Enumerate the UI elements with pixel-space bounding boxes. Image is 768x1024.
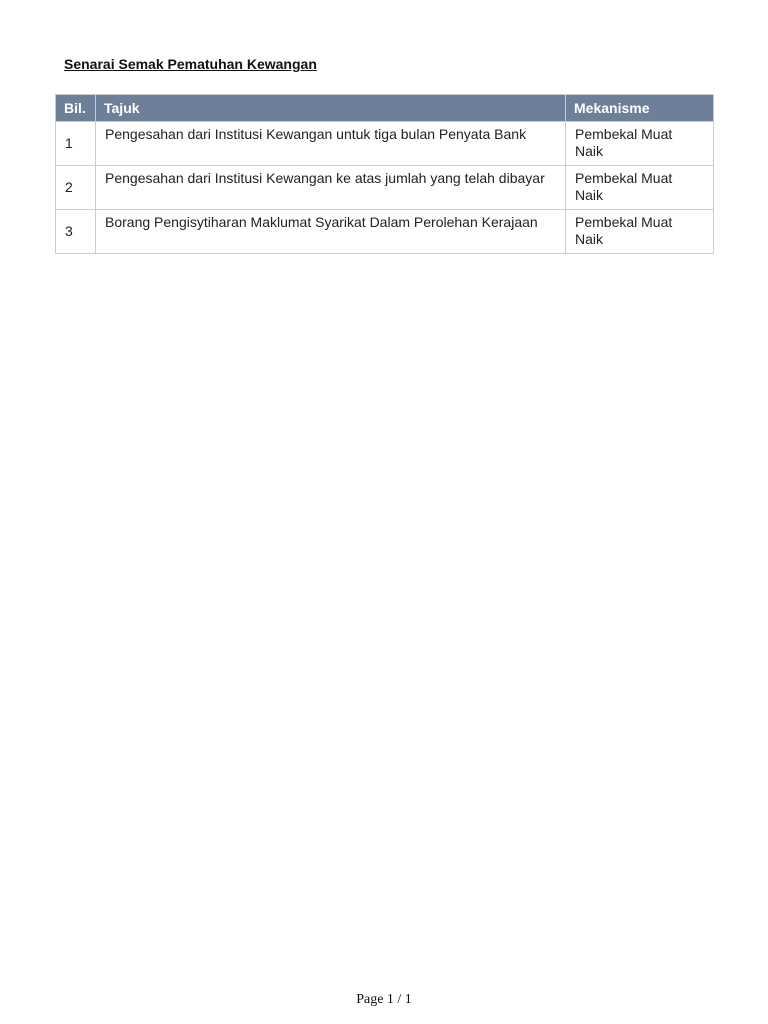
header-bil: Bil. — [56, 95, 96, 122]
table-header-row — [56, 95, 714, 122]
header-tajuk: Tajuk — [96, 95, 566, 122]
checklist-table — [55, 94, 714, 254]
cell-bil: 3 — [56, 210, 96, 254]
cell-mekanisme: Pembekal Muat Naik — [566, 166, 714, 210]
cell-mekanisme: Pembekal Muat Naik — [566, 122, 714, 166]
cell-bil: 2 — [56, 166, 96, 210]
cell-tajuk: Borang Pengisytiharan Maklumat Syarikat Dalam Perolehan Kerajaan — [96, 210, 566, 254]
page-number: Page 1 / 1 — [356, 992, 412, 1007]
cell-tajuk: Pengesahan dari Institusi Kewangan untuk tiga bulan Penyata Bank — [96, 122, 566, 166]
table-row — [56, 166, 714, 210]
table-header — [56, 95, 714, 122]
header-mekanisme: Mekanisme — [566, 95, 714, 122]
cell-mekanisme: Pembekal Muat Naik — [566, 210, 714, 254]
document-title: Senarai Semak Pematuhan Kewangan — [64, 56, 317, 72]
table-row — [56, 210, 714, 254]
table-row — [56, 122, 714, 166]
cell-tajuk: Pengesahan dari Institusi Kewangan ke atas jumlah yang telah dibayar — [96, 166, 566, 210]
cell-bil: 1 — [56, 122, 96, 166]
table-body — [56, 122, 714, 254]
